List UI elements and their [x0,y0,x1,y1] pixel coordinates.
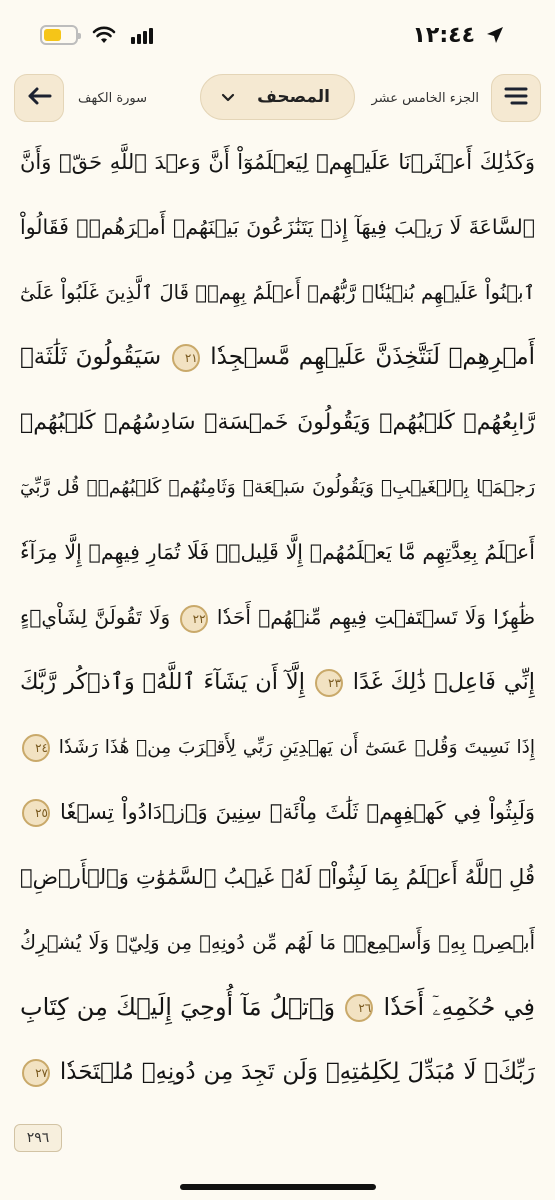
verse-line[interactable] [20,910,535,975]
verse-line[interactable] [20,455,535,520]
ayah-number-marker[interactable]: ٢٦ [345,994,373,1022]
status-bar [0,0,555,70]
verse-text: أَعۡلَمُ بِعِدَّتِهِم مَّا يَعۡلَمُهُمۡ إِلَّا قَلِيلٞۗ فَلَا تُمَارِ فِيهِمۡ إِلَّا مِرَآءٗ [20,540,535,564]
verse-line[interactable] [20,1040,535,1105]
verse-text: رَبِّكَۖ لَا مُبَدِّلَ لِكَلِمَٰتِهِۦ وَلَن تَجِدَ مِن دُونِهِۦ مُلۡتَحَدٗا [59,1059,535,1085]
ayah-number-marker[interactable]: ٢٧ [22,1059,50,1087]
verse-text: ٱبۡنُواْ عَلَيۡهِم بُنۡيَٰنٗاۖ رَّبُّهُمۡ أَعۡلَمُ بِهِمۡۚ قَالَ ٱلَّذِينَ غَلَبُواْ عَلَىٰٓ [20,281,535,304]
mushaf-label: المصحف [257,87,330,107]
verse-text: ٱلسَّاعَةَ لَا رَيۡبَ فِيهَآ إِذۡ يَتَنَٰزَعُونَ بَيۡنَهُمۡ أَمۡرَهُمۡۖ فَقَالُواْ [20,215,535,239]
verse-line[interactable] [20,715,535,780]
verse-line[interactable] [20,520,535,585]
verse-line[interactable] [20,975,535,1040]
verse-line[interactable] [20,195,535,260]
verse-text: ظَٰهِرٗا وَلَا تَسۡتَفۡتِ فِيهِم مِّنۡهُمۡ أَحَدٗا [216,605,535,629]
verse-text: أَمۡرِهِمۡ لَنَتَّخِذَنَّ عَلَيۡهِم مَّسۡجِدٗا [210,344,535,370]
verse-text: إِذَا نَسِيتَ وَقُلۡ عَسَىٰٓ أَن يَهۡدِيَنِ رَبِّي لِأَقۡرَبَ مِنۡ هَٰذَا رَشَدٗا [58,737,535,758]
status-left [40,25,154,45]
arrow-left-icon [26,86,52,110]
verse-text: وَٱتۡلُ مَآ أُوحِيَ إِلَيۡكَ مِن كِتَابِ [20,993,336,1021]
verse-text: وَكَذَٰلِكَ أَعۡثَرۡنَا عَلَيۡهِمۡ لِيَعۡلَمُوٓاْ أَنَّ وَعۡدَ ٱللَّهِ حَقّٞ وَأَنَّ [20,150,535,174]
verse-line[interactable] [20,325,535,390]
verse-line[interactable] [20,260,535,325]
verse-text: أَبۡصِرۡ بِهِۦ وَأَسۡمِعۡۚ مَا لَهُم مِّن دُونِهِۦ مِن وَلِيّٖ وَلَا يُشۡرِكُ [20,931,535,954]
verse-text: فِي حُكۡمِهِۦٓ أَحَدٗا [383,993,535,1021]
ayah-number-marker[interactable]: ٢٤ [22,734,50,762]
verse-text: سَيَقُولُونَ ثَلَٰثَةٞ [20,344,162,370]
battery-icon [40,25,78,45]
location-arrow-icon [485,25,505,45]
verse-line[interactable] [20,845,535,910]
verse-line[interactable] [20,585,535,650]
back-button[interactable] [14,74,64,122]
juz-name[interactable]: الجزء الخامس عشر [371,91,479,106]
ayah-number-marker[interactable]: ٢٢ [180,605,208,633]
verse-line[interactable] [20,130,535,195]
chevron-down-icon [221,88,235,107]
verse-text: قُلِ ٱللَّهُ أَعۡلَمُ بِمَا لَبِثُواْۖ لَهُۥ غَيۡبُ ٱلسَّمَٰوَٰتِ وَٱلۡأَرۡضِۖ [20,865,535,889]
ayah-number-marker[interactable]: ٢١ [172,344,200,372]
verse-line[interactable] [20,390,535,455]
wifi-icon [92,26,116,44]
top-navigation-bar [0,72,555,126]
verse-line[interactable] [20,780,535,845]
battery-fill [44,29,61,41]
verse-text: رَّابِعُهُمۡ كَلۡبُهُمۡ وَيَقُولُونَ خَمۡسَةٞ سَادِسُهُمۡ كَلۡبُهُمۡ [20,410,535,435]
mushaf-page[interactable] [20,130,535,1110]
page-number: ٢٩٦ [14,1124,62,1152]
verse-text: وَلَبِثُواْ فِي كَهۡفِهِمۡ ثَلَٰثَ مِاْئَةٖ سِنِينَ وَٱزۡدَادُواْ تِسۡعٗا [59,800,535,824]
verse-text: إِلَّآ أَن يَشَآءَ ٱللَّهُۚ وَٱذۡكُر رَّبَّكَ [20,669,305,695]
verse-line[interactable] [20,650,535,715]
cellular-signal-icon [130,26,154,44]
verse-text: رَجۡمَۢا بِٱلۡغَيۡبِۖ وَيَقُولُونَ سَبۡعَةٞ وَثَامِنُهُمۡ كَلۡبُهُمۡۚ قُل رَّبِّيٓ [20,477,535,498]
status-time: ١٢:٤٤ [412,22,475,48]
ayah-number-marker[interactable]: ٢٥ [22,799,50,827]
home-indicator[interactable] [180,1184,376,1190]
mushaf-dropdown[interactable] [200,74,355,120]
verse-text: وَلَا تَقُولَنَّ لِشَاْيۡءٍ [20,605,171,629]
surah-name[interactable]: سورة الكهف [78,91,148,106]
verse-text: إِنِّي فَاعِلٞ ذَٰلِكَ غَدًا [352,669,535,695]
menu-button[interactable] [491,74,541,122]
ayah-number-marker[interactable]: ٢٣ [315,669,343,697]
menu-icon [503,86,529,110]
status-right [412,23,505,48]
